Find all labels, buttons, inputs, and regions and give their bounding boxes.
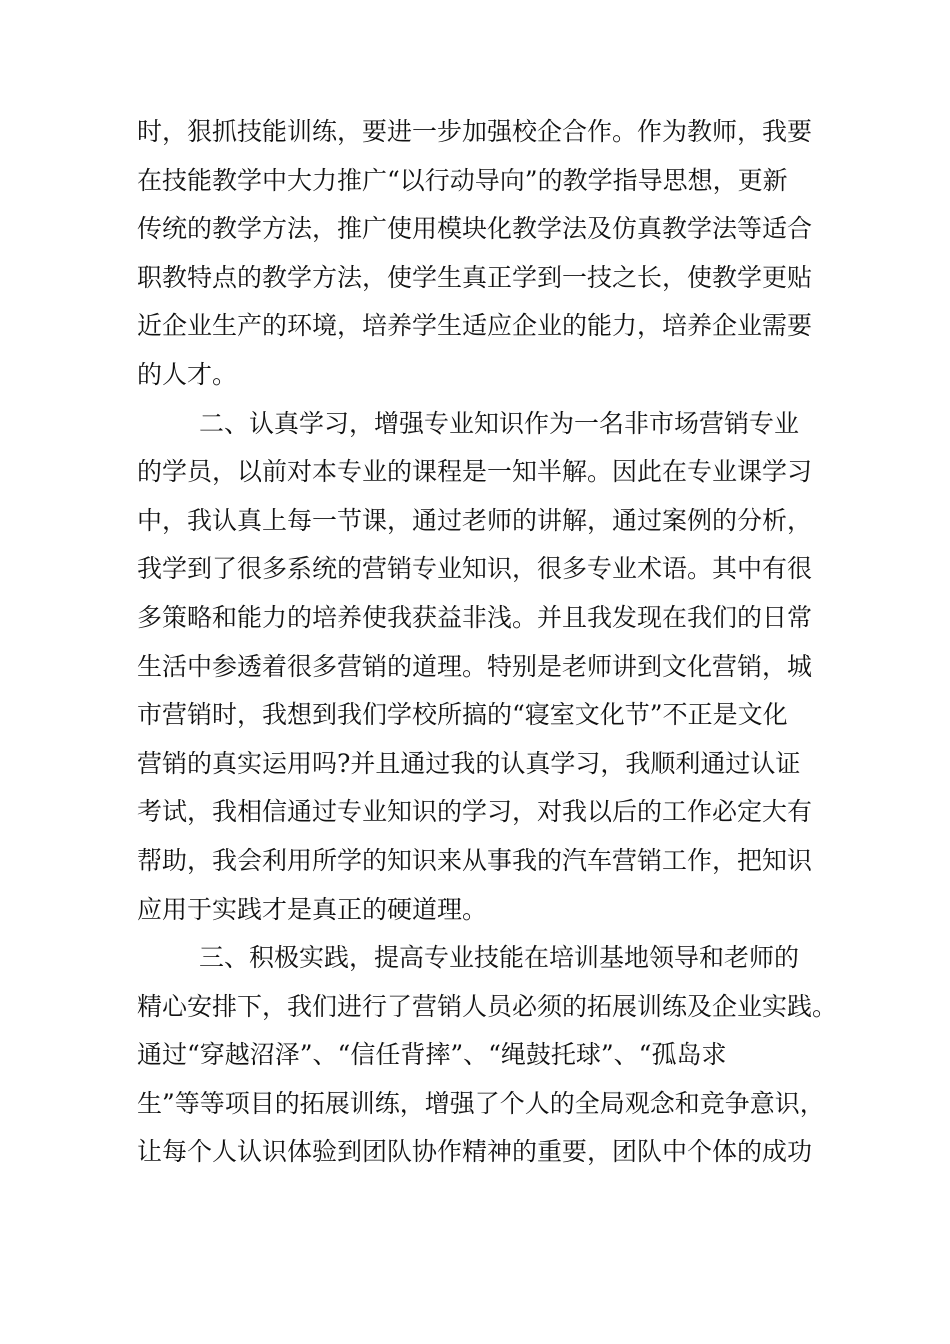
text-line: 市营销时，我想到我们学校所搞的“寝室文化节”不正是文化 xyxy=(137,700,788,730)
text-line: 生活中参透着很多营销的道理。特别是老师讲到文化营销，城 xyxy=(137,651,813,681)
text-line: 让每个人认识体验到团队协作精神的重要，团队中个体的成功 xyxy=(137,1137,813,1167)
paragraph-heading-line: 三、积极实践，提高专业技能在培训基地领导和老师的 xyxy=(199,943,800,973)
text-line: 多策略和能力的培养使我获益非浅。并且我发现在我们的日常 xyxy=(137,602,813,632)
document-body xyxy=(137,108,837,1177)
text-line: 我学到了很多系统的营销专业知识，很多专业术语。其中有很 xyxy=(137,554,813,584)
text-line: 职教特点的教学方法，使学生真正学到一技之长，使教学更贴 xyxy=(137,262,813,292)
text-line: 的学员，以前对本专业的课程是一知半解。因此在专业课学习 xyxy=(137,457,813,487)
text-line: 中，我认真上每一节课，通过老师的讲解，通过案例的分析， xyxy=(137,505,813,535)
text-line: 的人才。 xyxy=(137,359,238,389)
text-line: 考试，我相信通过专业知识的学习，对我以后的工作必定大有 xyxy=(137,797,813,827)
text-line: 生”等等项目的拓展训练，增强了个人的全局观念和竞争意识， xyxy=(137,1088,825,1118)
text-line: 传统的教学方法，推广使用模块化教学法及仿真教学法等适合 xyxy=(137,214,813,244)
text-line: 帮助，我会利用所学的知识来从事我的汽车营销工作，把知识 xyxy=(137,845,813,875)
text-line: 通过“穿越沼泽”、“信任背摔”、“绳鼓托球”、“孤岛求 xyxy=(137,1040,727,1070)
text-line: 营销的真实运用吗?并且通过我的认真学习，我顺利通过认证 xyxy=(137,748,801,778)
text-line: 应用于实践才是真正的硬道理。 xyxy=(137,894,488,924)
text-line: 近企业生产的环境，培养学生适应企业的能力，培养企业需要 xyxy=(137,311,813,341)
text-line: 精心安排下，我们进行了营销人员必须的拓展训练及企业实践。 xyxy=(137,991,838,1021)
text-line: 在技能教学中大力推广“以行动导向”的教学指导思想，更新 xyxy=(137,165,788,195)
paragraph-heading-line: 二、认真学习，增强专业知识作为一名非市场营销专业 xyxy=(199,408,800,438)
text-line: 时，狠抓技能训练，要进一步加强校企合作。作为教师，我要 xyxy=(137,117,813,146)
